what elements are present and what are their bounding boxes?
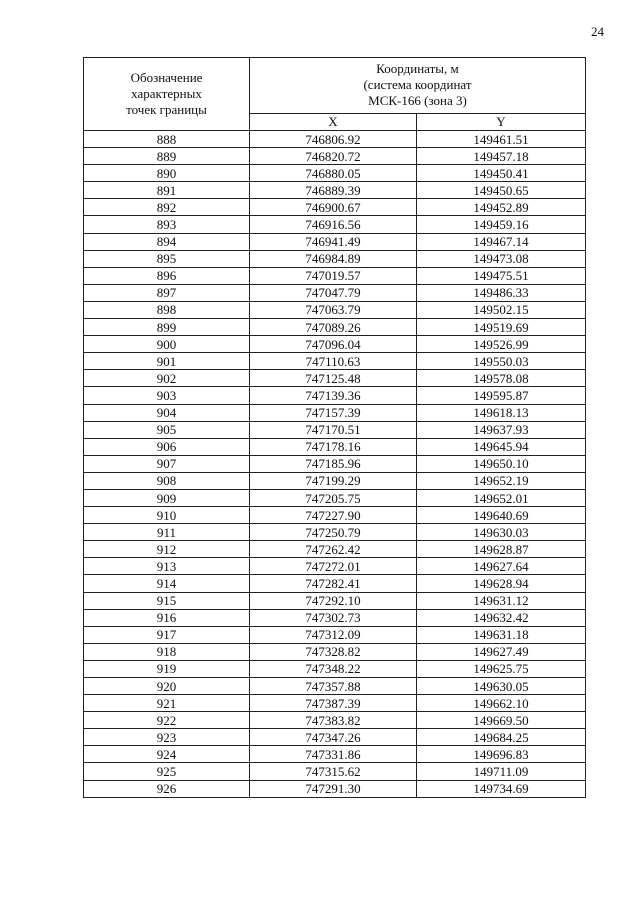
y-cell: 149628.94 — [417, 575, 586, 592]
y-cell: 149526.99 — [417, 336, 586, 353]
y-cell: 149473.08 — [417, 250, 586, 267]
x-cell: 747199.29 — [250, 472, 417, 489]
point-cell: 919 — [84, 660, 250, 677]
y-cell: 149631.12 — [417, 592, 586, 609]
coord-header-line: Координаты, м — [376, 61, 459, 77]
point-cell: 891 — [84, 182, 250, 199]
x-cell: 747170.51 — [250, 421, 417, 438]
coord-header-line: (система координат — [363, 77, 472, 93]
x-cell: 746941.49 — [250, 233, 417, 250]
x-cell: 747178.16 — [250, 438, 417, 455]
y-cell: 149578.08 — [417, 370, 586, 387]
x-cell: 747110.63 — [250, 353, 417, 370]
point-cell: 916 — [84, 609, 250, 626]
y-cell: 149696.83 — [417, 746, 586, 763]
x-cell: 746820.72 — [250, 148, 417, 165]
point-cell: 924 — [84, 746, 250, 763]
table-header — [84, 58, 586, 131]
point-designation-header — [84, 58, 250, 131]
point-cell: 918 — [84, 643, 250, 660]
table-row — [84, 267, 586, 284]
y-cell: 149650.10 — [417, 455, 586, 472]
x-cell: 747315.62 — [250, 763, 417, 780]
x-cell: 747291.30 — [250, 780, 417, 797]
table-row — [84, 695, 586, 712]
point-cell: 900 — [84, 336, 250, 353]
table-row — [84, 148, 586, 165]
point-cell: 896 — [84, 267, 250, 284]
table-row — [84, 524, 586, 541]
y-cell: 149459.16 — [417, 216, 586, 233]
table-row — [84, 353, 586, 370]
point-cell: 897 — [84, 284, 250, 301]
point-cell: 913 — [84, 558, 250, 575]
y-cell: 149625.75 — [417, 660, 586, 677]
point-cell: 922 — [84, 712, 250, 729]
y-cell: 149519.69 — [417, 319, 586, 336]
table-row — [84, 233, 586, 250]
table-row — [84, 507, 586, 524]
y-cell: 149637.93 — [417, 421, 586, 438]
y-cell: 149450.65 — [417, 182, 586, 199]
x-cell: 746984.89 — [250, 250, 417, 267]
table-row — [84, 763, 586, 780]
y-cell: 149502.15 — [417, 301, 586, 318]
point-cell: 908 — [84, 472, 250, 489]
point-cell: 915 — [84, 592, 250, 609]
y-cell: 149662.10 — [417, 695, 586, 712]
x-cell: 747272.01 — [250, 558, 417, 575]
table-row — [84, 182, 586, 199]
x-cell: 746880.05 — [250, 165, 417, 182]
y-cell: 149645.94 — [417, 438, 586, 455]
x-cell: 747312.09 — [250, 626, 417, 643]
point-cell: 917 — [84, 626, 250, 643]
x-cell: 747139.36 — [250, 387, 417, 404]
y-cell: 149450.41 — [417, 165, 586, 182]
point-cell: 920 — [84, 678, 250, 695]
table-row — [84, 131, 586, 148]
table-row — [84, 729, 586, 746]
y-cell: 149457.18 — [417, 148, 586, 165]
x-cell: 747331.86 — [250, 746, 417, 763]
x-column-header: X — [250, 113, 417, 130]
y-cell: 149669.50 — [417, 712, 586, 729]
y-cell: 149486.33 — [417, 284, 586, 301]
point-cell: 899 — [84, 319, 250, 336]
x-cell: 747227.90 — [250, 507, 417, 524]
x-cell: 747185.96 — [250, 455, 417, 472]
x-cell: 747125.48 — [250, 370, 417, 387]
point-header-line: точек границы — [126, 102, 207, 117]
table-row — [84, 592, 586, 609]
table-row — [84, 387, 586, 404]
table-row — [84, 165, 586, 182]
table-row — [84, 284, 586, 301]
point-cell: 892 — [84, 199, 250, 216]
x-cell: 746916.56 — [250, 216, 417, 233]
point-header-line: характерных — [131, 86, 202, 101]
table-row — [84, 746, 586, 763]
table-row — [84, 421, 586, 438]
point-cell: 926 — [84, 780, 250, 797]
table-row — [84, 472, 586, 489]
table-row — [84, 609, 586, 626]
table-row — [84, 336, 586, 353]
x-cell: 747357.88 — [250, 678, 417, 695]
table-row — [84, 301, 586, 318]
x-cell: 747047.79 — [250, 284, 417, 301]
x-cell: 747019.57 — [250, 267, 417, 284]
table-row — [84, 541, 586, 558]
y-cell: 149595.87 — [417, 387, 586, 404]
table-row — [84, 370, 586, 387]
table-row — [84, 626, 586, 643]
table-row — [84, 404, 586, 421]
x-cell: 747250.79 — [250, 524, 417, 541]
y-cell: 149475.51 — [417, 267, 586, 284]
x-cell: 747089.26 — [250, 319, 417, 336]
point-header-line: Обозначение — [130, 70, 203, 85]
point-cell: 914 — [84, 575, 250, 592]
y-cell: 149640.69 — [417, 507, 586, 524]
table-row — [84, 558, 586, 575]
table-row — [84, 575, 586, 592]
table-row — [84, 643, 586, 660]
point-cell: 902 — [84, 370, 250, 387]
table-row — [84, 780, 586, 797]
y-cell: 149684.25 — [417, 729, 586, 746]
x-cell: 746806.92 — [250, 131, 417, 148]
x-cell: 747205.75 — [250, 489, 417, 506]
table-row — [84, 712, 586, 729]
point-cell: 889 — [84, 148, 250, 165]
table-row — [84, 216, 586, 233]
point-cell: 898 — [84, 301, 250, 318]
table-row — [84, 678, 586, 695]
x-cell: 747328.82 — [250, 643, 417, 660]
x-cell: 746900.67 — [250, 199, 417, 216]
y-cell: 149711.09 — [417, 763, 586, 780]
y-cell: 149461.51 — [417, 131, 586, 148]
y-cell: 149652.19 — [417, 472, 586, 489]
x-cell: 747348.22 — [250, 660, 417, 677]
point-cell: 923 — [84, 729, 250, 746]
table-row — [84, 199, 586, 216]
y-cell: 149632.42 — [417, 609, 586, 626]
y-cell: 149652.01 — [417, 489, 586, 506]
x-cell: 747383.82 — [250, 712, 417, 729]
y-cell: 149627.64 — [417, 558, 586, 575]
point-cell: 895 — [84, 250, 250, 267]
y-column-header: Y — [417, 113, 586, 130]
x-cell: 747063.79 — [250, 301, 417, 318]
point-cell: 910 — [84, 507, 250, 524]
x-cell: 747282.41 — [250, 575, 417, 592]
y-cell: 149734.69 — [417, 780, 586, 797]
point-cell: 901 — [84, 353, 250, 370]
point-cell: 904 — [84, 404, 250, 421]
table-body — [84, 131, 586, 798]
point-cell: 907 — [84, 455, 250, 472]
y-cell: 149631.18 — [417, 626, 586, 643]
point-cell: 903 — [84, 387, 250, 404]
x-cell: 747302.73 — [250, 609, 417, 626]
point-cell: 921 — [84, 695, 250, 712]
point-cell: 894 — [84, 233, 250, 250]
x-cell: 747347.26 — [250, 729, 417, 746]
y-cell: 149627.49 — [417, 643, 586, 660]
x-cell: 747096.04 — [250, 336, 417, 353]
y-cell: 149452.89 — [417, 199, 586, 216]
point-cell: 911 — [84, 524, 250, 541]
x-cell: 747292.10 — [250, 592, 417, 609]
table-row — [84, 455, 586, 472]
y-cell: 149467.14 — [417, 233, 586, 250]
y-cell: 149630.05 — [417, 678, 586, 695]
page-number: 24 — [591, 24, 604, 39]
y-cell: 149630.03 — [417, 524, 586, 541]
x-cell: 747157.39 — [250, 404, 417, 421]
point-cell: 893 — [84, 216, 250, 233]
point-cell: 888 — [84, 131, 250, 148]
coordinates-table — [83, 57, 586, 798]
table-row — [84, 250, 586, 267]
y-cell: 149628.87 — [417, 541, 586, 558]
point-cell: 906 — [84, 438, 250, 455]
table-row — [84, 660, 586, 677]
x-cell: 747387.39 — [250, 695, 417, 712]
point-cell: 909 — [84, 489, 250, 506]
y-cell: 149618.13 — [417, 404, 586, 421]
point-cell: 925 — [84, 763, 250, 780]
table-row — [84, 489, 586, 506]
point-cell: 890 — [84, 165, 250, 182]
point-cell: 905 — [84, 421, 250, 438]
table-row — [84, 319, 586, 336]
table-row — [84, 438, 586, 455]
coordinates-header — [250, 58, 586, 114]
x-cell: 746889.39 — [250, 182, 417, 199]
coord-header-line: МСК-166 (зона 3) — [368, 93, 467, 109]
point-cell: 912 — [84, 541, 250, 558]
y-cell: 149550.03 — [417, 353, 586, 370]
x-cell: 747262.42 — [250, 541, 417, 558]
